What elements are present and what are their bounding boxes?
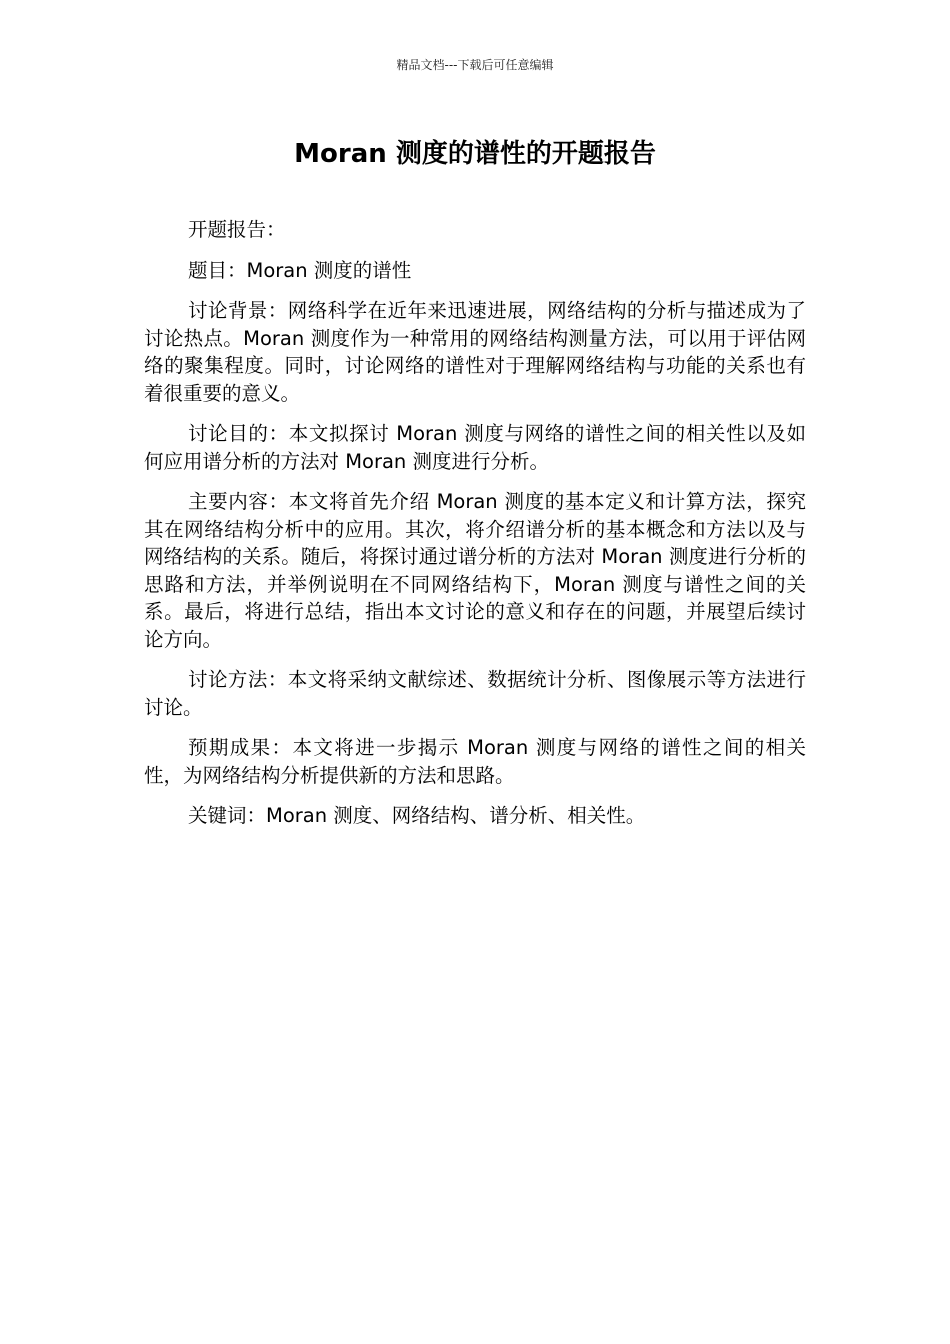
paragraph-report-heading: 开题报告：	[188, 218, 286, 241]
paragraph-method: 讨论方法：本文将采纳文献综述、数据统计分析、图像展示等方法进行讨论。	[144, 668, 806, 719]
paragraph-background: 讨论背景：网络科学在近年来迅速进展，网络结构的分析与描述成为了讨论热点。Moran 测度作为一种常用的网络结构测量方法，可以用于评估网络的聚集程度。同时，讨论网络的谱性对于理解网络结构与功能的关系也有着很重要的意义。	[144, 299, 806, 405]
paragraph-purpose: 讨论目的：本文拟探讨 Moran 测度与网络的谱性之间的相关性以及如何应用谱分析的方法对 Moran 测度进行分析。	[144, 422, 806, 473]
paragraph-topic: 题目：Moran 测度的谱性	[188, 258, 412, 282]
document-title: Moran 测度的谱性的开题报告	[294, 139, 656, 169]
header-note: 精品文档---下载后可任意编辑	[396, 58, 554, 72]
paragraph-expected-results: 预期成果：本文将进一步揭示 Moran 测度与网络的谱性之间的相关性，为网络结构分析提供新的方法和思路。	[144, 736, 806, 787]
paragraph-keywords: 关键词：Moran 测度、网络结构、谱分析、相关性。	[188, 804, 646, 827]
document-body	[144, 216, 806, 843]
paragraph-main-content: 主要内容：本文将首先介绍 Moran 测度的基本定义和计算方法，探究其在网络结构分析中的应用。其次，将介绍谱分析的基本概念和方法以及与网络结构的关系。随后，将探讨通过谱分析的方法对 Moran 测度进行分析的思路和方法，并举例说明在不同网络结构下，Moran 测度与谱性之间的关系。最后，将进行总结，指出本文讨论的意义和存在的问题，并展望后续讨论方向。	[144, 490, 806, 651]
